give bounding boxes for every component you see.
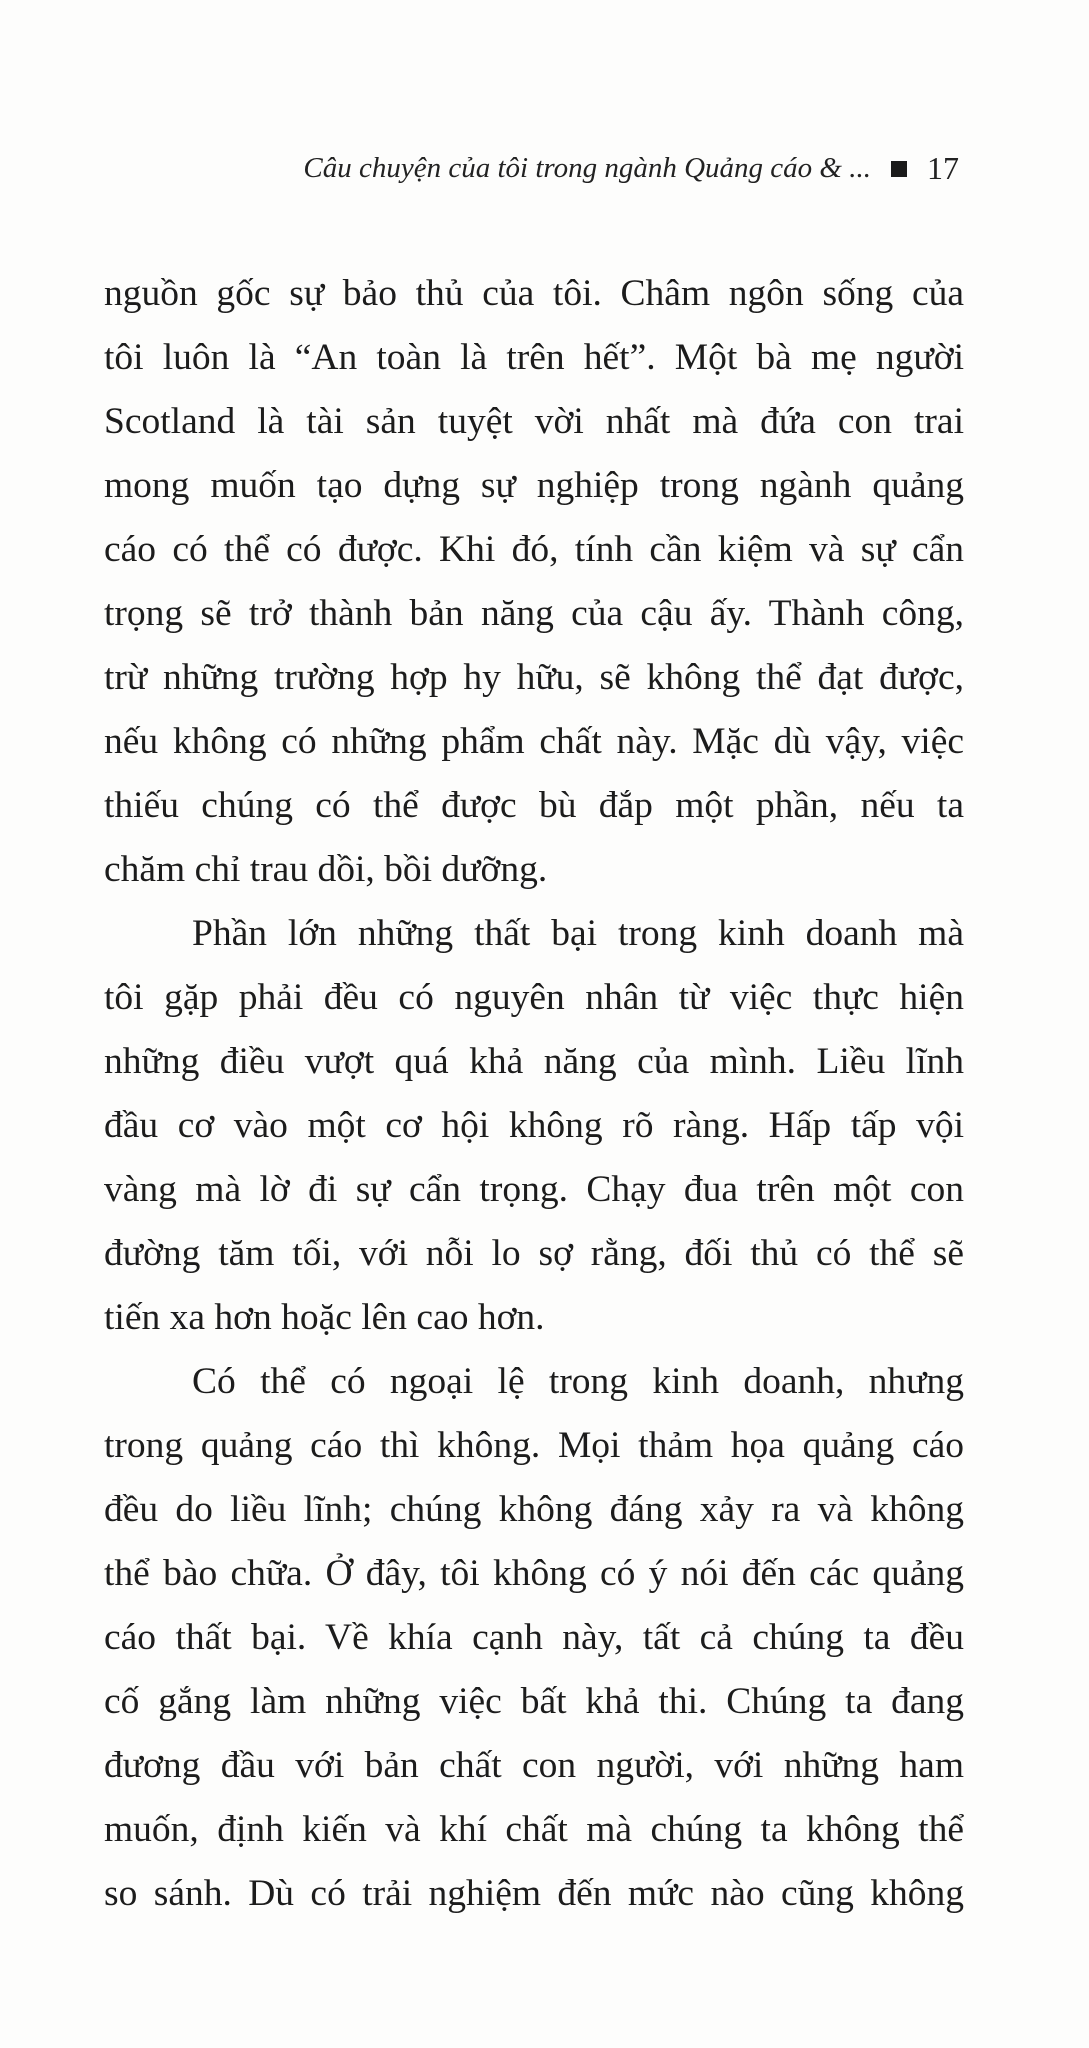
text-line: tôi gặp phải đều có nguyên nhân từ việc thực hiện xyxy=(104,977,964,1018)
running-title: Câu chuyện của tôi trong ngành Quảng cáo & ... xyxy=(303,152,871,184)
text-line: so sánh. Dù có trải nghiệm đến mức nào cũng không xyxy=(104,1873,964,1914)
text-line: cố gắng làm những việc bất khả thi. Chúng ta đang xyxy=(104,1681,964,1722)
text-line: cáo thất bại. Về khía cạnh này, tất cả chúng ta đều xyxy=(104,1617,964,1658)
text-line: nếu không có những phẩm chất này. Mặc dù vậy, việc xyxy=(104,721,964,762)
text-line: đều do liều lĩnh; chúng không đáng xảy ra và không xyxy=(104,1489,964,1530)
body-text xyxy=(104,262,964,1926)
text-line: trọng sẽ trở thành bản năng của cậu ấy. Thành công, xyxy=(104,593,964,634)
text-line: chăm chỉ trau dồi, bồi dưỡng. xyxy=(104,849,548,890)
running-head xyxy=(303,150,959,187)
text-line: Phần lớn những thất bại trong kinh doanh mà xyxy=(192,913,964,954)
square-bullet-icon xyxy=(891,161,907,177)
text-line: đường tăm tối, với nỗi lo sợ rằng, đối thủ có thể sẽ xyxy=(104,1233,964,1274)
text-line: tiến xa hơn hoặc lên cao hơn. xyxy=(104,1297,545,1338)
text-line: thiếu chúng có thể được bù đắp một phần, nếu ta xyxy=(104,785,964,826)
text-line: những điều vượt quá khả năng của mình. Liều lĩnh xyxy=(104,1041,964,1082)
text-line: muốn, định kiến và khí chất mà chúng ta không thể xyxy=(104,1809,964,1850)
text-line: trong quảng cáo thì không. Mọi thảm họa quảng cáo xyxy=(104,1425,964,1466)
text-line: vàng mà lờ đi sự cẩn trọng. Chạy đua trên một con xyxy=(104,1169,964,1210)
text-line: cáo có thể có được. Khi đó, tính cần kiệm và sự cẩn xyxy=(104,529,964,570)
text-line: trừ những trường hợp hy hữu, sẽ không thể đạt được, xyxy=(104,657,964,698)
text-line: Có thể có ngoại lệ trong kinh doanh, nhưng xyxy=(192,1361,964,1402)
text-line: thể bào chữa. Ở đây, tôi không có ý nói đến các quảng xyxy=(104,1553,964,1594)
text-line: tôi luôn là “An toàn là trên hết”. Một bà mẹ người xyxy=(104,337,964,378)
text-line: Scotland là tài sản tuyệt vời nhất mà đứa con trai xyxy=(104,401,964,442)
text-line: nguồn gốc sự bảo thủ của tôi. Châm ngôn sống của xyxy=(104,273,964,314)
text-line: đương đầu với bản chất con người, với những ham xyxy=(104,1745,964,1786)
page-number: 17 xyxy=(927,150,959,186)
text-line: đầu cơ vào một cơ hội không rõ ràng. Hấp tấp vội xyxy=(104,1105,964,1146)
text-line: mong muốn tạo dựng sự nghiệp trong ngành quảng xyxy=(104,465,964,506)
